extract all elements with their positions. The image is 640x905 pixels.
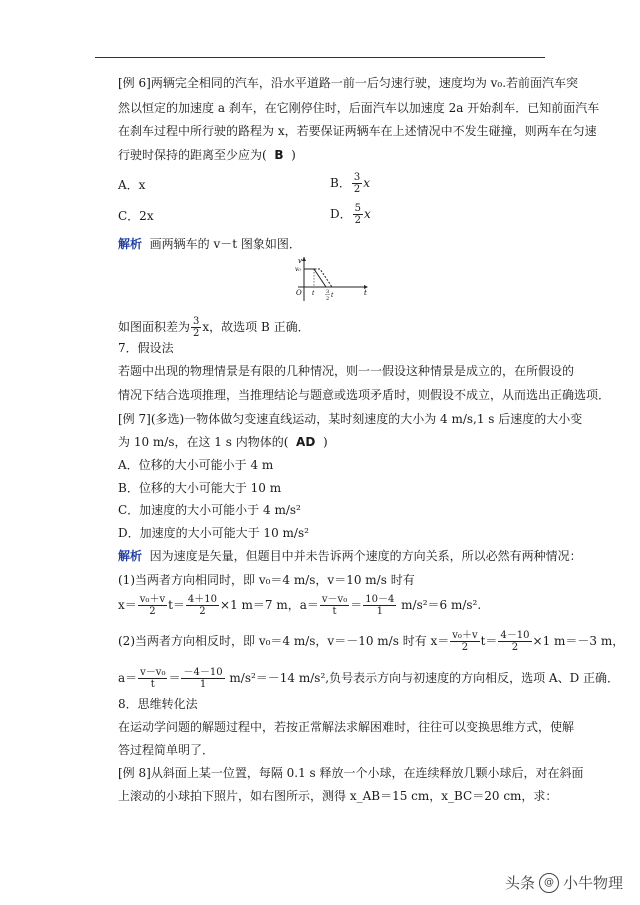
v-axis-arrow — [302, 257, 306, 261]
example6-analysis: 解析 画两辆车的 v－t 图象如图． — [118, 237, 301, 251]
fraction: $\frac{5}{2}$ — [354, 203, 361, 226]
v0-label: v₀ — [295, 266, 301, 273]
case2-line: (2)当两者方向相反时，即 v₀＝4 m/s，v＝－10 m/s 时有 x＝ $\frac{\text{v₀＋v}}{2}$ t＝ $\frac{4-10}{2}$ ×1 m＝－3 m， — [118, 630, 625, 653]
fraction: $\frac{\text{v－v₀}}{t}$ — [321, 594, 348, 617]
option-d: D． $\frac{5}{2}$ x — [330, 203, 371, 226]
tick-t: t — [331, 292, 334, 299]
example6-line4: 行驶时保持的距离至少应为( B ) — [118, 148, 296, 162]
fraction: $\frac{4+10}{2}$ — [187, 594, 218, 617]
eq3: a＝ $\frac{\text{v－v₀}}{t}$ ＝ $\frac{-4-10}{1}$ m/s²＝－14 m/s²,负号表示方向与初速度的方向相反，选项 A、D 正确． — [118, 667, 620, 690]
option-c: C．2x — [118, 209, 154, 223]
tick-3: 3 — [326, 289, 330, 295]
section7-title: 7．假设法 — [118, 341, 174, 355]
answer-b: B — [274, 148, 284, 162]
fraction: $\frac{3}{2}$ — [193, 316, 200, 339]
fraction: $\frac{4-10}{2}$ — [500, 630, 530, 653]
rear-car-line — [304, 269, 332, 287]
example6-line3: 在刹车过程中所行驶的路程为 x，若要保证两辆车在上述情况中不发生碰撞，则两车在匀速 — [118, 124, 597, 138]
option-a: A．x — [118, 178, 146, 192]
section8-p2: 答过程简单明了． — [118, 743, 215, 757]
t-axis-label: t — [364, 289, 367, 297]
at-icon: @ — [539, 873, 559, 893]
example6-line2: 然以恒定的加速度 a 刹车，在它刚停住时，后面汽车以加速度 2a 开始刹车．已知前面汽车 — [118, 101, 600, 115]
example7-option-b: B．位移的大小可能大于 10 m — [118, 481, 282, 495]
section7-p2: 情况下结合选项推理，当推理结论与题意或选项矛盾时，则假设不成立，从而选出正确选项． — [118, 388, 611, 402]
vt-graph — [292, 255, 372, 305]
section8-title: 8．思维转化法 — [118, 697, 198, 711]
example6-line1: [例 6]两辆完全相同的汽车，沿水平道路一前一后匀速行驶，速度均为 v₀.若前面汽车突 — [118, 76, 579, 90]
example7-option-d: D．加速度的大小可能大于 10 m/s² — [118, 526, 309, 540]
section7-p1: 若题中出现的物理情景是有限的几种情况，则一一假设这种情景是成立的，在所假设的 — [118, 364, 575, 378]
front-car-line — [304, 269, 326, 287]
example7-option-c: C．加速度的大小可能小于 4 m/s² — [118, 503, 301, 517]
example7-line1: [例 7](多选)一物体做匀变速直线运动，某时刻速度的大小为 4 m/s,1 s 后速度的大小变 — [118, 412, 583, 426]
fraction: $\frac{-4-10}{1}$ — [183, 667, 223, 690]
section8-p1: 在运动学问题的解题过程中，若按正常解法求解困难时，往往可以变换思维方式，使解 — [118, 720, 575, 734]
tick-2: 2 — [326, 296, 330, 302]
example7-line2: 为 10 m/s，在这 1 s 内物体的( AD ) — [118, 435, 328, 449]
origin-label: O — [296, 289, 302, 297]
option-b: B． $\frac{3}{2}$ x — [330, 172, 370, 195]
watermark: 头条 @ 小牛物理 — [505, 874, 624, 892]
case1-line: (1)当两者方向相同时，即 v₀＝4 m/s，v＝10 m/s 时有 — [118, 573, 415, 587]
example8-line1: [例 8]从斜面上某一位置，每隔 0.1 s 释放一个小球，在连续释放几颗小球后，对在斜面 — [118, 766, 584, 780]
fraction: $\frac{\text{v－v₀}}{t}$ — [140, 667, 166, 690]
fraction: $\frac{3}{2}$ — [353, 172, 361, 195]
v-label: v — [298, 257, 302, 265]
example7-analysis: 解析 因为速度是矢量，但题目中并未告诉两个速度的方向关系，所以必然有两种情况： — [118, 549, 582, 563]
fraction: $\frac{\text{v₀＋v}}{2}$ — [452, 630, 478, 653]
eq1: x＝ $\frac{\text{v₀＋v}}{2}$ t＝ $\frac{4+10}{2}$ ×1 m＝7 m，a＝ $\frac{\text{v－v₀}}{t}$ ＝ $\frac{10-4}{1}$ m/s²＝6 m/s². — [118, 594, 482, 617]
example7-option-a: A．位移的大小可能小于 4 m — [118, 458, 274, 472]
example8-line2: 上滚动的小球拍下照片，如右图所示，测得 x_AB＝15 cm，x_BC＝20 cm，求： — [118, 789, 558, 803]
area-difference: 如图面积差为 $\frac{3}{2}$ x，故选项 B 正确． — [118, 316, 310, 339]
answer-ad: AD — [296, 435, 316, 449]
fraction: $\frac{10-4}{1}$ — [365, 594, 395, 617]
t-tick-label: t — [312, 290, 315, 297]
header-rule — [95, 57, 545, 58]
fraction: $\frac{\text{v₀＋v}}{2}$ — [139, 594, 166, 617]
